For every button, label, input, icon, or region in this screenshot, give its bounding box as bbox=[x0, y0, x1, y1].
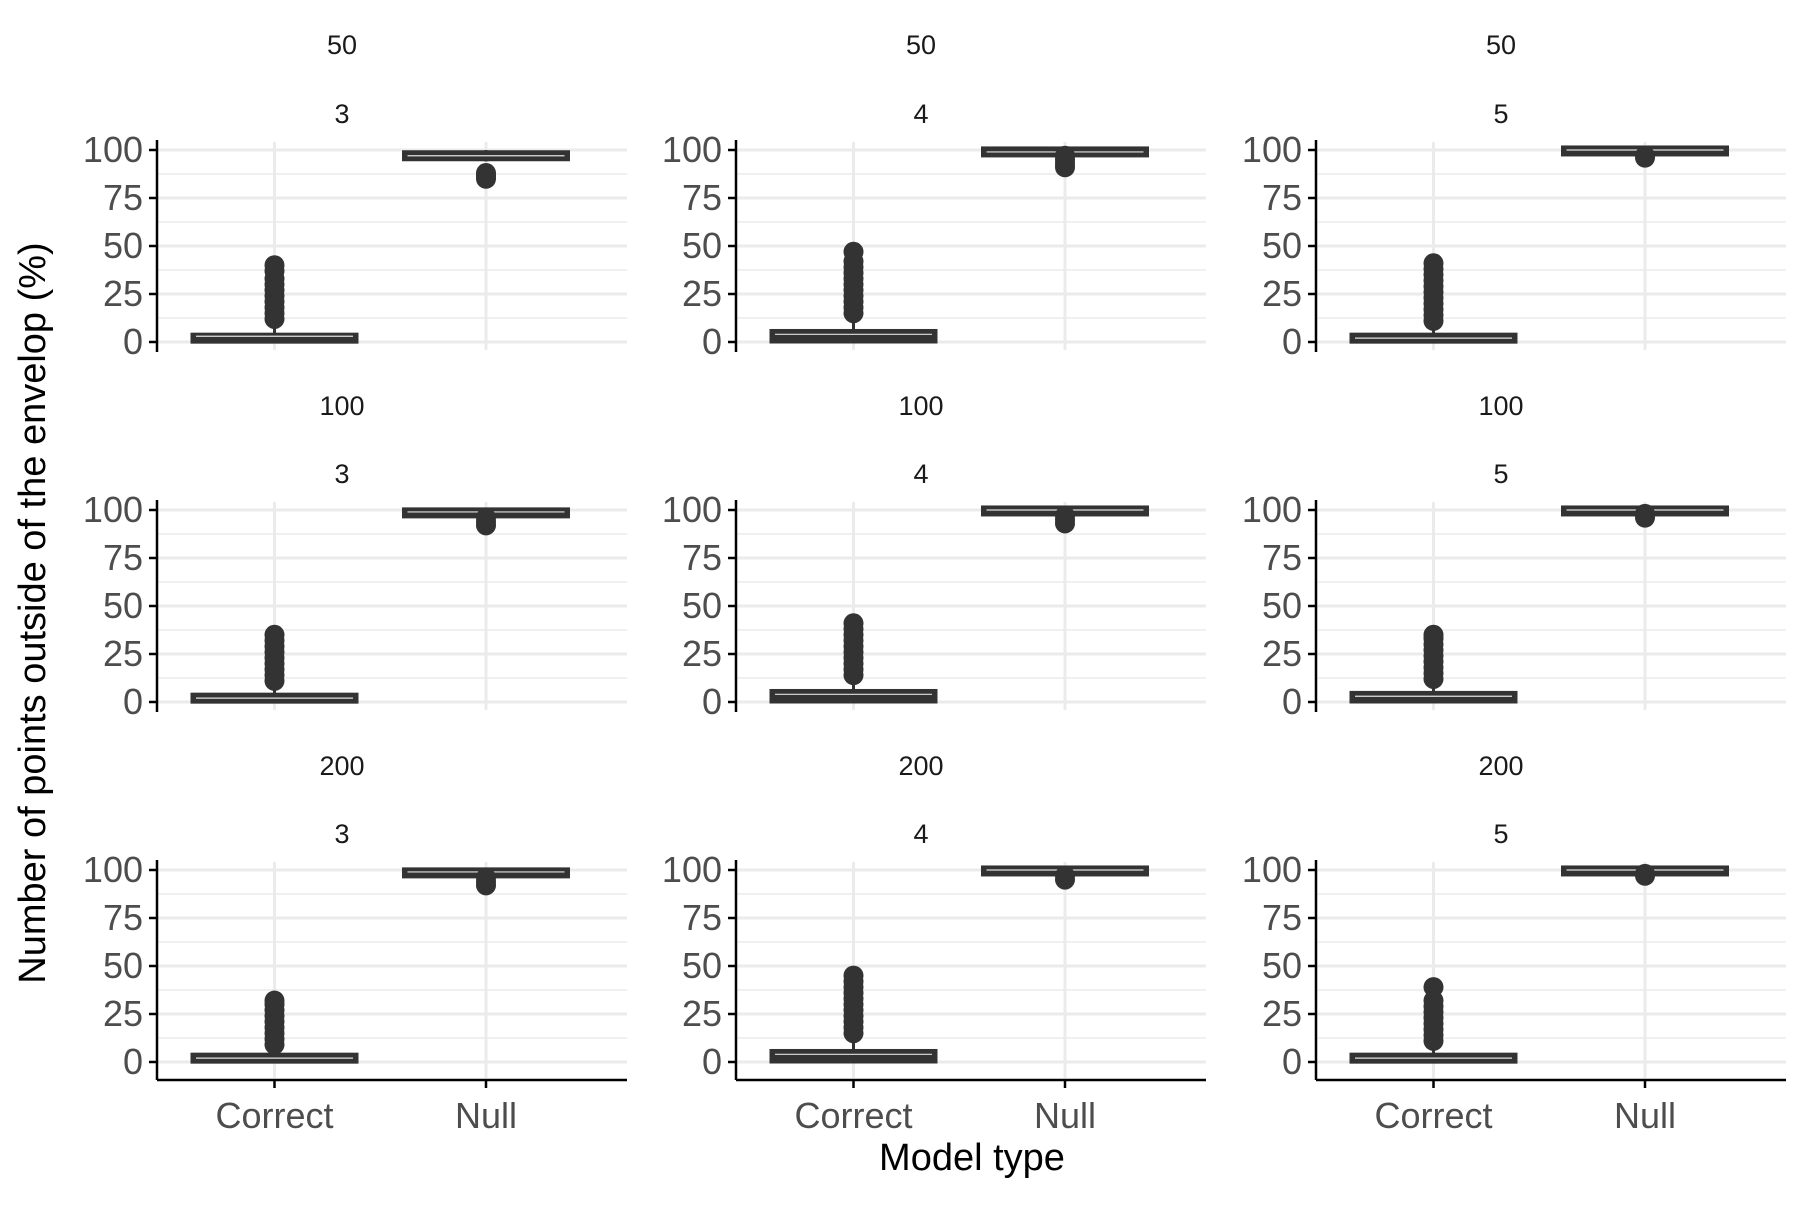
outlier-point bbox=[1635, 504, 1655, 524]
facet-panel bbox=[83, 751, 627, 1136]
outlier-point bbox=[265, 255, 285, 275]
y-tick-label: 25 bbox=[681, 633, 722, 674]
facet-col-label: 3 bbox=[334, 459, 350, 489]
outlier-point bbox=[1635, 864, 1655, 884]
outlier-point bbox=[844, 242, 864, 262]
outlier-point bbox=[476, 868, 496, 888]
y-tick-label: 50 bbox=[1261, 585, 1302, 626]
y-tick-label: 100 bbox=[1241, 489, 1302, 530]
y-axis-title: Number of points outside of the envelop (%) bbox=[12, 242, 54, 984]
facets-layer bbox=[83, 30, 1786, 1136]
y-tick-label: 75 bbox=[681, 897, 722, 938]
facet-col-label: 4 bbox=[913, 819, 929, 849]
boxplot-null bbox=[983, 866, 1148, 890]
y-tick-label: 0 bbox=[1281, 681, 1302, 722]
outlier-point bbox=[1055, 506, 1075, 526]
y-tick-label: 50 bbox=[1261, 225, 1302, 266]
facet-col-label: 3 bbox=[334, 99, 350, 129]
y-tick-label: 75 bbox=[102, 897, 143, 938]
facet-row-label: 200 bbox=[319, 751, 365, 781]
facet-col-label: 3 bbox=[334, 819, 350, 849]
boxplot-null bbox=[983, 506, 1148, 534]
boxplot-null bbox=[1563, 864, 1728, 886]
facet-row-label: 50 bbox=[326, 30, 358, 60]
y-tick-label: 0 bbox=[1281, 321, 1302, 362]
y-tick-label: 75 bbox=[102, 177, 143, 218]
y-tick-label: 25 bbox=[102, 633, 143, 674]
facet-row-label: 100 bbox=[319, 391, 365, 421]
boxplot-null bbox=[404, 868, 569, 896]
outlier-point bbox=[265, 625, 285, 645]
facet-panel bbox=[83, 30, 627, 362]
facet-panel bbox=[662, 391, 1206, 722]
boxplot-null bbox=[404, 508, 569, 536]
y-tick-label: 100 bbox=[1241, 849, 1302, 890]
y-tick-label: 0 bbox=[1281, 1041, 1302, 1082]
y-tick-label: 75 bbox=[1261, 897, 1302, 938]
y-tick-label: 0 bbox=[701, 1041, 722, 1082]
facet-row-label: 100 bbox=[1478, 391, 1524, 421]
y-tick-label: 75 bbox=[681, 537, 722, 578]
outlier-point bbox=[476, 508, 496, 528]
y-tick-label: 25 bbox=[102, 273, 143, 314]
y-tick-label: 0 bbox=[122, 321, 143, 362]
y-tick-label: 25 bbox=[681, 273, 722, 314]
facet-row-label: 100 bbox=[898, 391, 944, 421]
y-tick-label: 50 bbox=[102, 225, 143, 266]
facet-panel bbox=[662, 30, 1206, 362]
facet-row-label: 200 bbox=[898, 751, 944, 781]
box-iqr bbox=[771, 690, 936, 702]
boxplot-correct bbox=[192, 991, 357, 1063]
outlier-point bbox=[844, 613, 864, 633]
x-tick-label: Correct bbox=[215, 1095, 334, 1136]
outlier-point bbox=[476, 163, 496, 183]
boxplot-correct bbox=[1351, 253, 1516, 342]
y-tick-label: 50 bbox=[102, 585, 143, 626]
y-tick-label: 100 bbox=[82, 849, 143, 890]
facet-panel bbox=[1242, 30, 1786, 362]
y-tick-label: 25 bbox=[681, 993, 722, 1034]
y-tick-label: 100 bbox=[661, 849, 722, 890]
boxplot-correct bbox=[771, 242, 936, 342]
y-tick-label: 75 bbox=[681, 177, 722, 218]
y-tick-label: 50 bbox=[102, 945, 143, 986]
facet-panel bbox=[83, 391, 627, 722]
box-iqr bbox=[192, 334, 357, 342]
x-tick-label: Correct bbox=[1374, 1095, 1493, 1136]
y-tick-label: 25 bbox=[1261, 993, 1302, 1034]
facet-row-label: 200 bbox=[1478, 751, 1524, 781]
facet-row-label: 50 bbox=[905, 30, 937, 60]
facet-panel bbox=[1242, 751, 1786, 1136]
y-tick-label: 50 bbox=[681, 945, 722, 986]
facet-col-label: 5 bbox=[1493, 99, 1509, 129]
facet-panel bbox=[662, 751, 1206, 1136]
facet-col-label: 4 bbox=[913, 459, 929, 489]
y-tick-label: 100 bbox=[661, 129, 722, 170]
boxplot-null bbox=[983, 146, 1148, 178]
outlier-point bbox=[265, 991, 285, 1011]
boxplot-null bbox=[1563, 146, 1728, 168]
box-iqr bbox=[771, 1050, 936, 1062]
facet-col-label: 5 bbox=[1493, 819, 1509, 849]
y-tick-label: 25 bbox=[1261, 633, 1302, 674]
y-tick-label: 75 bbox=[1261, 537, 1302, 578]
y-tick-label: 100 bbox=[82, 129, 143, 170]
boxplot-null bbox=[404, 150, 569, 189]
y-tick-label: 50 bbox=[681, 585, 722, 626]
outlier-point bbox=[1424, 977, 1444, 997]
x-tick-label: Null bbox=[1033, 1095, 1097, 1136]
outlier-point bbox=[1055, 146, 1075, 166]
x-tick-label: Null bbox=[454, 1095, 518, 1136]
x-tick-label: Correct bbox=[794, 1095, 913, 1136]
x-tick-label: Null bbox=[1613, 1095, 1677, 1136]
outlier-point bbox=[1424, 253, 1444, 273]
outlier-point bbox=[1424, 625, 1444, 645]
y-tick-label: 50 bbox=[681, 225, 722, 266]
facet-col-label: 4 bbox=[913, 99, 929, 129]
y-tick-label: 100 bbox=[1241, 129, 1302, 170]
outlier-point bbox=[1055, 866, 1075, 886]
boxplot-null bbox=[1563, 504, 1728, 528]
y-tick-label: 0 bbox=[122, 1041, 143, 1082]
outlier-point bbox=[1635, 146, 1655, 166]
y-tick-label: 100 bbox=[82, 489, 143, 530]
y-tick-label: 0 bbox=[701, 321, 722, 362]
boxplot-correct bbox=[1351, 625, 1516, 702]
y-tick-label: 50 bbox=[1261, 945, 1302, 986]
boxplot-correct bbox=[192, 625, 357, 702]
y-tick-label: 25 bbox=[102, 993, 143, 1034]
facet-col-label: 5 bbox=[1493, 459, 1509, 489]
y-tick-label: 75 bbox=[102, 537, 143, 578]
boxplot-correct bbox=[771, 613, 936, 702]
x-axis-title: Model type bbox=[879, 1137, 1065, 1179]
y-tick-label: 25 bbox=[1261, 273, 1302, 314]
boxplot-correct bbox=[192, 255, 357, 342]
y-tick-label: 75 bbox=[1261, 177, 1302, 218]
outlier-point bbox=[844, 966, 864, 986]
facet-row-label: 50 bbox=[1485, 30, 1517, 60]
y-tick-label: 100 bbox=[661, 489, 722, 530]
y-tick-label: 0 bbox=[701, 681, 722, 722]
box-iqr bbox=[1351, 692, 1516, 702]
box-iqr bbox=[771, 330, 936, 342]
y-tick-label: 0 bbox=[122, 681, 143, 722]
facet-panel bbox=[1242, 391, 1786, 722]
